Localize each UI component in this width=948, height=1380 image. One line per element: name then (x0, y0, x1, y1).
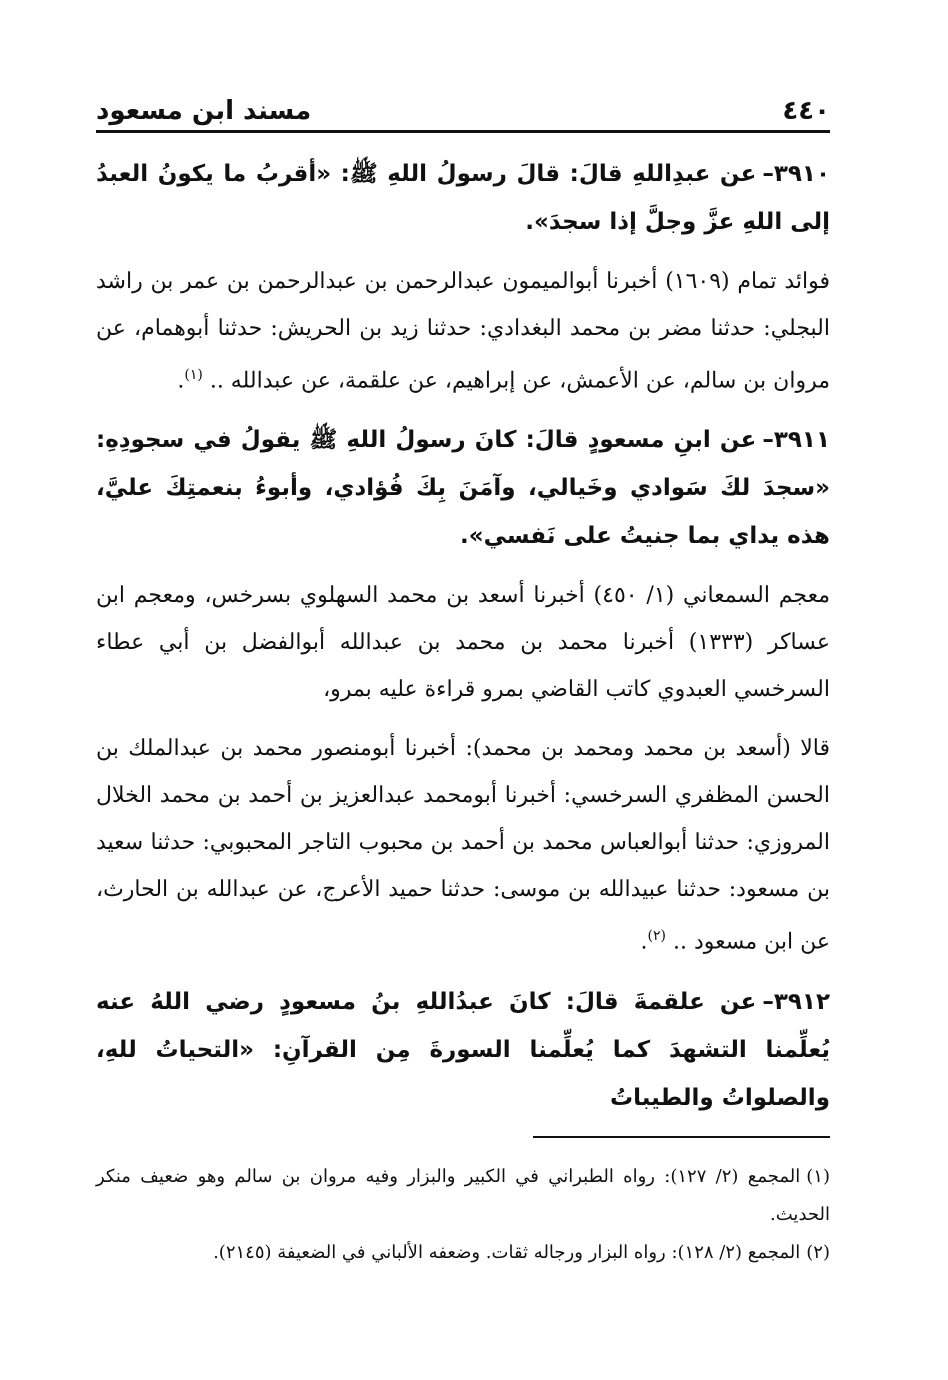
book-title: مسند ابن مسعود (96, 96, 312, 126)
takhrij-text: قالا (أسعد بن محمد ومحمد بن محمد): أخبرنا أبومنصور محمد بن عبدالملك بن الحسن المظفري السرخسي: أخبرنا أبومحمد عبدالعزيز بن أحمد بن محمد الخلال المروزي: حدثنا أبوالعباس محمد بن أحمد بن محبوب التاجر المحبوبي: حدثنا سعيد بن مسعود: حدثنا عبيدالله بن موسى: حدثنا حميد الأعرج، عن عبدالله بن الحارث، عن ابن مسعود .. (96, 736, 830, 955)
footnote-reference[interactable]: (١) (184, 367, 203, 383)
hadith-number: ٣٩١٢– (762, 988, 830, 1015)
hadith-number: ٣٩١٠– (762, 161, 830, 187)
takhrij-text: معجم السمعاني (١/ ٤٥٠) أخبرنا أسعد بن محمد السهلوي بسرخس، ومعجم ابن عساكر (١٣٣٣) أخبرنا محمد بن محمد بن عبدالله أبوالفضل بن أبي عطاء السرخسي العبدوي كاتب القاضي بمرو قراءة عليه بمرو، (96, 583, 831, 703)
footnote-marker: (١) (806, 1166, 830, 1187)
footnote-1 (96, 1158, 830, 1234)
footnote-2 (96, 1234, 830, 1272)
page-header (96, 86, 830, 133)
hadith-number: ٣٩١١– (762, 427, 830, 454)
footnote-text: المجمع (٢/ ١٢٨): رواه البزار ورجاله ثقات. وضعفه الألباني في الضعيفة (٢١٤٥). (213, 1242, 801, 1263)
takhrij-text: فوائد تمام (١٦٠٩) أخبرنا أبوالميمون عبدالرحمن بن عبدالرحمن بن عمر بن راشد البجلي: حدثنا مضر بن محمد البغدادي: حدثنا زيد بن الحريش: حدثنا أبوهمام، عن مروان بن سالم، عن الأعمش، عن إبراهيم، عن علقمة، عن عبدالله .. (96, 269, 830, 394)
footnote-text: المجمع (٢/ ١٢٧): رواه الطبراني في الكبير والبزار وفيه مروان بن سالم وهو ضعيف منكر الحديث. (96, 1166, 830, 1225)
hadith-text: عن ابنِ مسعودٍ قالَ: كانَ رسولُ اللهِ ﷺ يقولُ في سجودِهِ: «سجدَ لكَ سَوادي وخَيالي، وآمَنَ بِكَ فُؤادي، وأبوءُ بنعمتِكَ عليَّ، هذه يداي بما جنيتُ على نَفسي». (96, 427, 830, 550)
takhrij-paragraph (96, 572, 830, 713)
hadith-text: عن علقمةَ قالَ: كانَ عبدُاللهِ بنُ مسعودٍ رضي اللهُ عنه يُعلِّمنا التشهدَ كما يُعلِّمنا السورةَ مِن القرآنِ: «التحياتُ للهِ، والصلواتُ والطيباتُ (96, 988, 830, 1111)
footnote-divider (533, 1136, 830, 1138)
footnote-reference[interactable]: (٢) (647, 928, 666, 945)
takhrij-paragraph: قالا (أسعد بن محمد ومحمد بن محمد): أخبرنا أبومنصور محمد بن عبدالملك بن الحسن المظفري السرخسي: أخبرنا أبومحمد عبدالعزيز بن أحمد بن محمد الخلال المروزي: حدثنا أبوالعباس محمد بن أحمد بن محبوب التاجر المحبوبي: حدثنا سعيد بن مسعود: حدثنا عبيدالله بن موسى: حدثنا حميد الأعرج، عن عبدالله بن الحارث، عن ابن مسعود .. $^{(٢)}$. (96, 736, 830, 955)
hadith-text: عن عبدِاللهِ قالَ: قالَ رسولُ اللهِ ﷺ: «أقربُ ما يكونُ العبدُ إلى اللهِ عزَّ وجلَّ إذا سجدَ». (96, 161, 830, 235)
footnote-marker: (٢) (806, 1242, 830, 1263)
hadith-3910 (96, 150, 830, 246)
page-number: ٤٤٠ (782, 96, 830, 126)
hadith-3912 (96, 978, 830, 1122)
footnotes-section (96, 1158, 830, 1272)
takhrij-paragraph: فوائد تمام (١٦٠٩) أخبرنا أبوالميمون عبدالرحمن بن عبدالرحمن بن عمر بن راشد البجلي: حدثنا مضر بن محمد البغدادي: حدثنا زيد بن الحريش: حدثنا أبوهمام، عن مروان بن سالم، عن الأعمش، عن إبراهيم، عن علقمة، عن عبدالله .. $^{(١)}$. (96, 269, 830, 394)
hadith-3911 (96, 416, 830, 560)
page-body (96, 150, 830, 1134)
